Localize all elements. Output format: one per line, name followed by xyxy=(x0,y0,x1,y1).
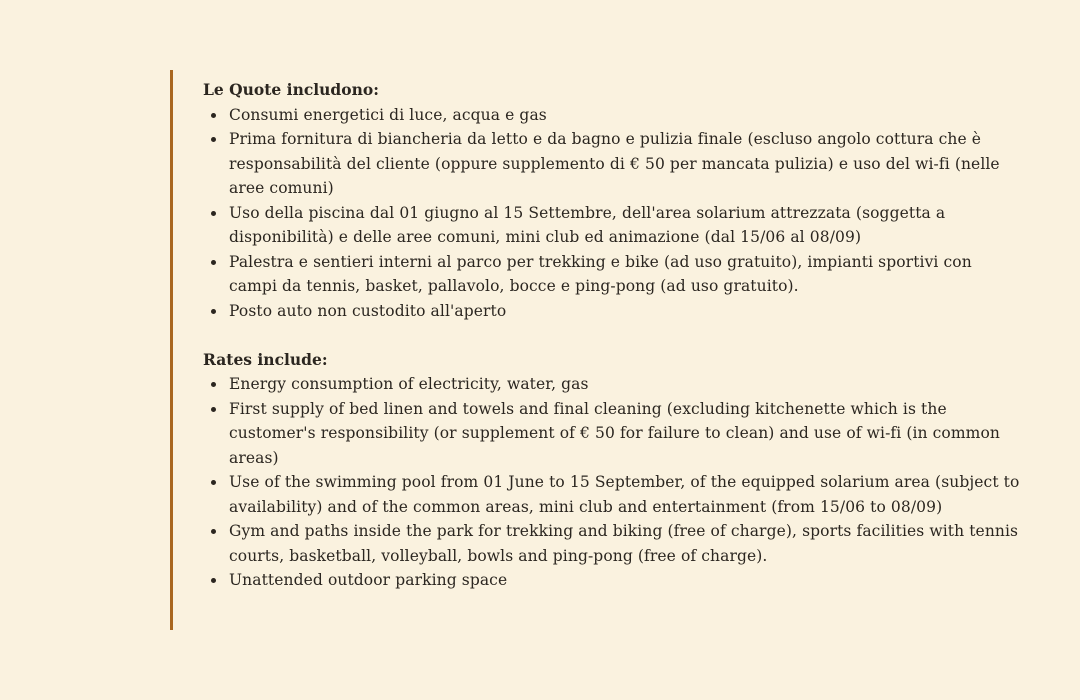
italian-section-title: Le Quote includono: xyxy=(203,80,379,99)
english-section-title: Rates include: xyxy=(203,349,328,369)
list-item: First supply of bed linen and towels and final cleaning (excluding kitchenette which is the customer's responsibility (or supplement of € 50 for failure to clean) and use of wi-fi (in common areas) xyxy=(229,397,1020,471)
italian-items-list xyxy=(203,103,1020,324)
section-spacer xyxy=(203,323,1020,348)
list-item: Use of the swimming pool from 01 June to 15 September, of the equipped solarium area (subject to availability) and of the common areas, mini club and entertainment (from 15/06 to 08/09) xyxy=(229,470,1020,519)
rates-quote-block xyxy=(170,70,1020,630)
list-item: Unattended outdoor parking space xyxy=(229,568,1020,593)
list-item: Posto auto non custodito all'aperto xyxy=(229,299,1020,324)
list-item: Palestra e sentieri interni al parco per trekking e bike (ad uso gratuito), impianti sportivi con campi da tennis, basket, pallavolo, bocce e ping-pong (ad uso gratuito). xyxy=(229,250,1020,299)
english-items-list xyxy=(203,372,1020,593)
list-item: Uso della piscina dal 01 giugno al 15 Settembre, dell'area solarium attrezzata (soggetta a disponibilità) e delle aree comuni, mini club ed animazione (dal 15/06 al 08/09) xyxy=(229,201,1020,250)
list-item: Prima fornitura di biancheria da letto e da bagno e pulizia finale (escluso angolo cottura che è responsabilità del cliente (oppure supplemento di € 50 per mancata pulizia) e uso del wi-fi (nelle aree comuni) xyxy=(229,127,1020,201)
list-item: Energy consumption of electricity, water, gas xyxy=(229,372,1020,397)
list-item: Gym and paths inside the park for trekking and biking (free of charge), sports facilities with tennis courts, basketball, volleyball, bowls and ping-pong (free of charge). xyxy=(229,519,1020,568)
list-item: Consumi energetici di luce, acqua e gas xyxy=(229,103,1020,128)
